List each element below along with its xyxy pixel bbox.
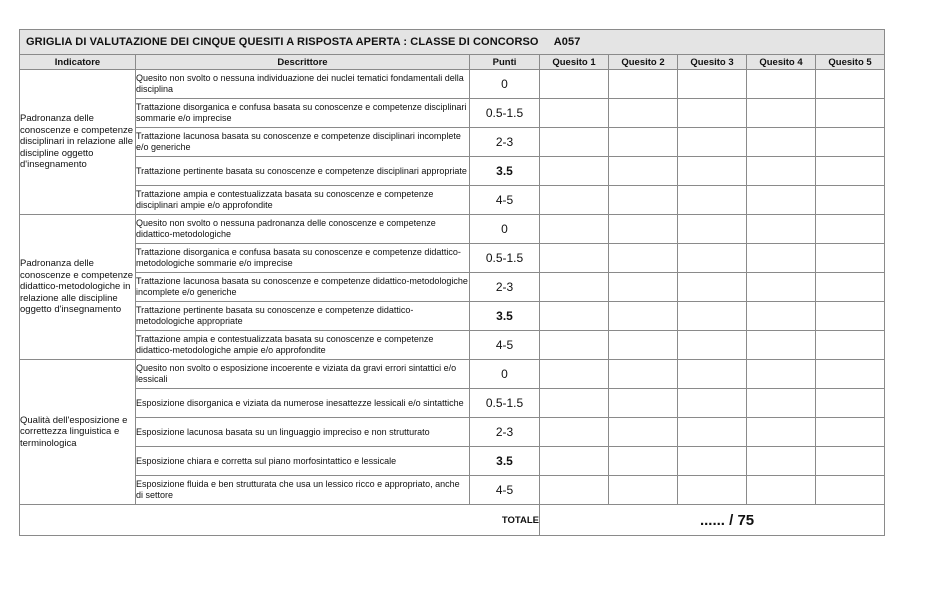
score-cell-quesito-2[interactable] — [609, 476, 678, 505]
score-cell-quesito-5[interactable] — [816, 360, 885, 389]
score-cell-quesito-3[interactable] — [678, 244, 747, 273]
score-cell-quesito-4[interactable] — [747, 476, 816, 505]
score-cell-quesito-1[interactable] — [540, 418, 609, 447]
descriptor-cell: Esposizione chiara e corretta sul piano morfosintattico e lessicale — [136, 447, 470, 476]
score-cell-quesito-2[interactable] — [609, 70, 678, 99]
header-quesito-5: Quesito 5 — [816, 55, 885, 70]
header-punti: Punti — [470, 55, 540, 70]
table-row — [20, 186, 885, 215]
score-cell-quesito-5[interactable] — [816, 186, 885, 215]
score-cell-quesito-2[interactable] — [609, 418, 678, 447]
descriptor-cell: Trattazione disorganica e confusa basata su conoscenze e competenze didattico-metodologiche sommarie e/o imprecise — [136, 244, 470, 273]
total-row — [20, 505, 885, 536]
score-cell-quesito-1[interactable] — [540, 389, 609, 418]
score-cell-quesito-2[interactable] — [609, 302, 678, 331]
score-cell-quesito-2[interactable] — [609, 273, 678, 302]
score-cell-quesito-1[interactable] — [540, 360, 609, 389]
header-descrittore: Descrittore — [136, 55, 470, 70]
indicator-cell: Qualità dell'esposizione e correttezza linguistica e terminologica — [20, 360, 136, 505]
header-quesito-2: Quesito 2 — [609, 55, 678, 70]
score-cell-quesito-1[interactable] — [540, 70, 609, 99]
descriptor-cell: Esposizione lacunosa basata su un linguaggio impreciso e non strutturato — [136, 418, 470, 447]
score-cell-quesito-1[interactable] — [540, 331, 609, 360]
table-row — [20, 360, 885, 389]
descriptor-cell: Trattazione lacunosa basata su conoscenze e competenze didattico-metodologiche incomplete e/o generiche — [136, 273, 470, 302]
score-cell-quesito-4[interactable] — [747, 418, 816, 447]
score-cell-quesito-4[interactable] — [747, 99, 816, 128]
points-cell: 3.5 — [470, 302, 540, 331]
points-cell: 3.5 — [470, 447, 540, 476]
score-cell-quesito-2[interactable] — [609, 360, 678, 389]
descriptor-cell: Trattazione disorganica e confusa basata su conoscenze e competenze disciplinari sommarie e/o imprecise — [136, 99, 470, 128]
score-cell-quesito-3[interactable] — [678, 157, 747, 186]
score-cell-quesito-3[interactable] — [678, 447, 747, 476]
points-cell: 3.5 — [470, 157, 540, 186]
score-cell-quesito-2[interactable] — [609, 128, 678, 157]
score-cell-quesito-3[interactable] — [678, 476, 747, 505]
score-cell-quesito-2[interactable] — [609, 99, 678, 128]
score-cell-quesito-2[interactable] — [609, 186, 678, 215]
table-row — [20, 244, 885, 273]
score-cell-quesito-1[interactable] — [540, 244, 609, 273]
score-cell-quesito-3[interactable] — [678, 418, 747, 447]
class-code: A057 — [553, 36, 581, 48]
total-label: TOTALE — [20, 505, 540, 536]
points-cell: 2-3 — [470, 273, 540, 302]
table-row — [20, 418, 885, 447]
score-cell-quesito-4[interactable] — [747, 70, 816, 99]
score-cell-quesito-1[interactable] — [540, 215, 609, 244]
descriptor-cell: Quesito non svolto o esposizione incoerente e viziata da gravi errori sintattici e/o lessicali — [136, 360, 470, 389]
score-cell-quesito-5[interactable] — [816, 389, 885, 418]
points-cell: 0.5-1.5 — [470, 244, 540, 273]
score-cell-quesito-4[interactable] — [747, 331, 816, 360]
score-cell-quesito-4[interactable] — [747, 360, 816, 389]
score-cell-quesito-5[interactable] — [816, 99, 885, 128]
score-cell-quesito-2[interactable] — [609, 331, 678, 360]
score-cell-quesito-5[interactable] — [816, 215, 885, 244]
header-quesito-4: Quesito 4 — [747, 55, 816, 70]
score-cell-quesito-2[interactable] — [609, 447, 678, 476]
score-cell-quesito-1[interactable] — [540, 302, 609, 331]
descriptor-cell: Esposizione fluida e ben strutturata che usa un lessico ricco e appropriato, anche di settore — [136, 476, 470, 505]
score-cell-quesito-3[interactable] — [678, 70, 747, 99]
descriptor-cell: Trattazione pertinente basata su conoscenze e competenze disciplinari appropriate — [136, 157, 470, 186]
descriptor-cell: Esposizione disorganica e viziata da numerose inesattezze lessicali e/o sintattiche — [136, 389, 470, 418]
score-cell-quesito-3[interactable] — [678, 215, 747, 244]
score-cell-quesito-5[interactable] — [816, 157, 885, 186]
points-cell: 4-5 — [470, 331, 540, 360]
descriptor-cell: Trattazione ampia e contestualizzata basata su conoscenze e competenze disciplinari ampie e/o approfondite — [136, 186, 470, 215]
grid-title: GRIGLIA DI VALUTAZIONE DEI CINQUE QUESITI A RISPOSTA APERTA : CLASSE DI CONCORSO — [26, 36, 539, 48]
points-cell: 0 — [470, 70, 540, 99]
total-score-value: ...... / 75 — [699, 511, 755, 529]
score-cell-quesito-4[interactable] — [747, 215, 816, 244]
score-cell-quesito-5[interactable] — [816, 244, 885, 273]
score-cell-quesito-1[interactable] — [540, 157, 609, 186]
score-cell-quesito-4[interactable] — [747, 273, 816, 302]
score-cell-quesito-1[interactable] — [540, 128, 609, 157]
table-row — [20, 389, 885, 418]
header-indicatore: Indicatore — [20, 55, 136, 70]
table-row — [20, 128, 885, 157]
score-cell-quesito-2[interactable] — [609, 244, 678, 273]
score-cell-quesito-3[interactable] — [678, 331, 747, 360]
title-row — [20, 30, 885, 55]
score-cell-quesito-3[interactable] — [678, 360, 747, 389]
descriptor-cell: Trattazione ampia e contestualizzata basata su conoscenze e competenze didattico-metodologiche ampie e/o approfondite — [136, 331, 470, 360]
score-cell-quesito-4[interactable] — [747, 447, 816, 476]
score-cell-quesito-1[interactable] — [540, 99, 609, 128]
score-cell-quesito-5[interactable] — [816, 70, 885, 99]
score-cell-quesito-4[interactable] — [747, 244, 816, 273]
header-quesito-1: Quesito 1 — [540, 55, 609, 70]
descriptor-cell: Trattazione pertinente basata su conoscenze e competenze didattico-metodologiche appropriate — [136, 302, 470, 331]
score-cell-quesito-5[interactable] — [816, 128, 885, 157]
score-cell-quesito-5[interactable] — [816, 302, 885, 331]
score-cell-quesito-4[interactable] — [747, 389, 816, 418]
score-cell-quesito-3[interactable] — [678, 186, 747, 215]
table-row — [20, 331, 885, 360]
table-row — [20, 476, 885, 505]
points-cell: 4-5 — [470, 476, 540, 505]
indicator-cell: Padronanza delle conoscenze e competenze didattico-metodologiche in relazione alle discipline oggetto d'insegnamento — [20, 215, 136, 360]
score-cell-quesito-4[interactable] — [747, 186, 816, 215]
points-cell: 0 — [470, 360, 540, 389]
score-cell-quesito-5[interactable] — [816, 447, 885, 476]
header-quesito-3: Quesito 3 — [678, 55, 747, 70]
score-cell-quesito-4[interactable] — [747, 157, 816, 186]
score-cell-quesito-3[interactable] — [678, 273, 747, 302]
grid-title-cell — [20, 30, 885, 55]
points-cell: 4-5 — [470, 186, 540, 215]
descriptor-cell: Trattazione lacunosa basata su conoscenze e competenze disciplinari incomplete e/o generiche — [136, 128, 470, 157]
score-cell-quesito-1[interactable] — [540, 273, 609, 302]
evaluation-grid — [19, 29, 885, 536]
score-cell-quesito-1[interactable] — [540, 186, 609, 215]
header-row — [20, 55, 885, 70]
score-cell-quesito-3[interactable] — [678, 99, 747, 128]
score-cell-quesito-5[interactable] — [816, 418, 885, 447]
table-row — [20, 273, 885, 302]
descriptor-cell: Quesito non svolto o nessuna individuazione dei nuclei tematici fondamentali della disciplina — [136, 70, 470, 99]
table-row — [20, 99, 885, 128]
score-cell-quesito-5[interactable] — [816, 331, 885, 360]
score-cell-quesito-5[interactable] — [816, 476, 885, 505]
score-cell-quesito-3[interactable] — [678, 389, 747, 418]
points-cell: 2-3 — [470, 128, 540, 157]
score-cell-quesito-3[interactable] — [678, 302, 747, 331]
score-cell-quesito-1[interactable] — [540, 447, 609, 476]
table-row — [20, 157, 885, 186]
descriptor-cell: Quesito non svolto o nessuna padronanza delle conoscenze e competenze didattico-metodologiche — [136, 215, 470, 244]
points-cell: 2-3 — [470, 418, 540, 447]
score-cell-quesito-3[interactable] — [678, 128, 747, 157]
score-cell-quesito-4[interactable] — [747, 128, 816, 157]
score-cell-quesito-2[interactable] — [609, 389, 678, 418]
score-cell-quesito-4[interactable] — [747, 302, 816, 331]
total-score-cell[interactable] — [540, 505, 885, 536]
table-row — [20, 215, 885, 244]
score-cell-quesito-1[interactable] — [540, 476, 609, 505]
table-row — [20, 302, 885, 331]
score-cell-quesito-2[interactable] — [609, 215, 678, 244]
points-cell: 0.5-1.5 — [470, 99, 540, 128]
points-cell: 0 — [470, 215, 540, 244]
table-row — [20, 447, 885, 476]
indicator-cell: Padronanza delle conoscenze e competenze disciplinari in relazione alle discipline oggetto d'insegnamento — [20, 70, 136, 215]
score-cell-quesito-2[interactable] — [609, 157, 678, 186]
points-cell: 0.5-1.5 — [470, 389, 540, 418]
table-row — [20, 70, 885, 99]
score-cell-quesito-5[interactable] — [816, 273, 885, 302]
